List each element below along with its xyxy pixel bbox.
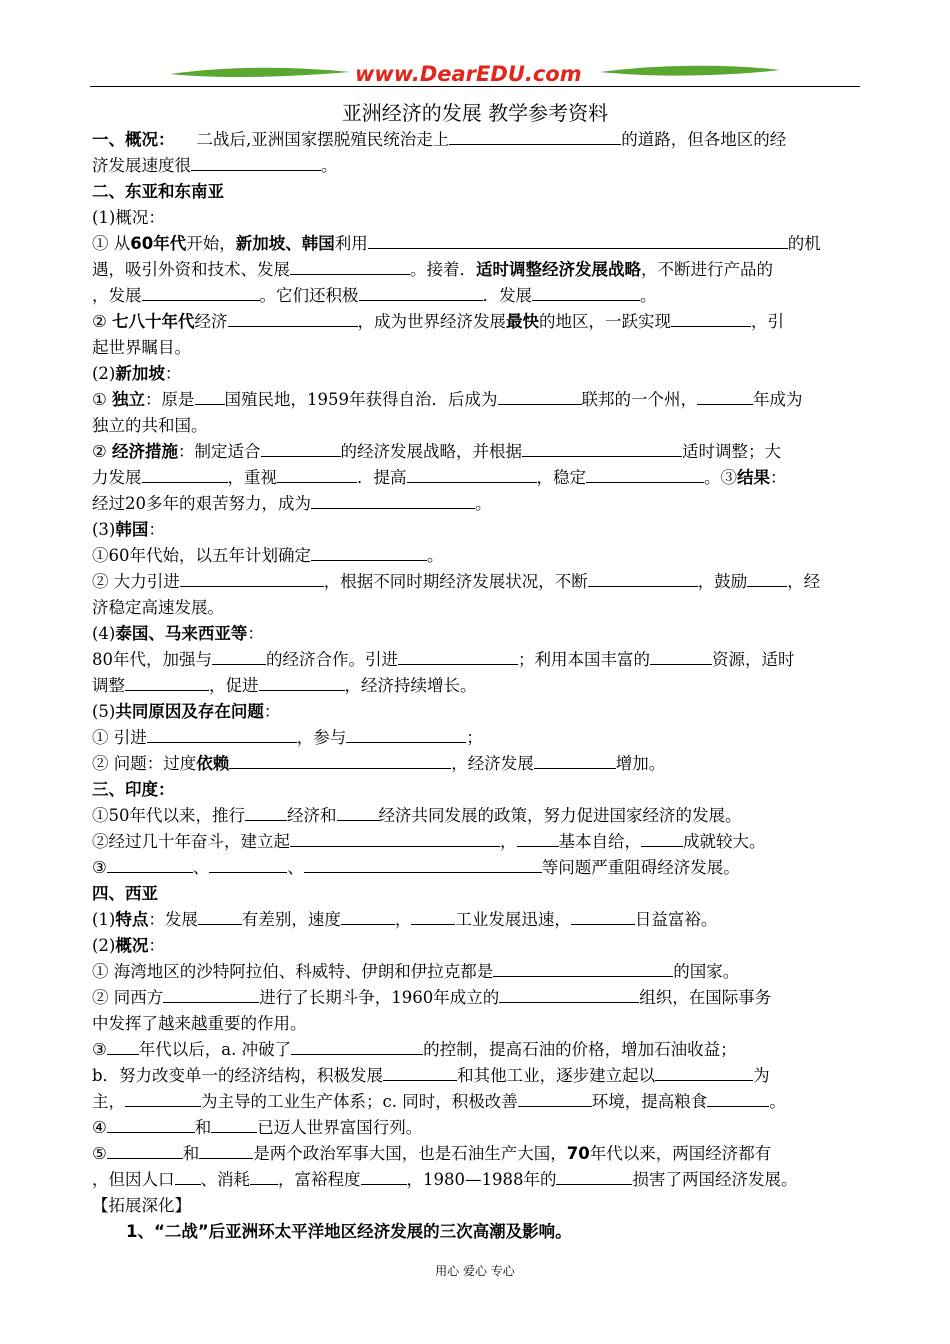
text: ，促进 xyxy=(209,676,259,695)
blank[interactable] xyxy=(125,673,209,691)
text-bold: 适时调整经济发展战略 xyxy=(476,260,641,279)
blank[interactable] xyxy=(368,231,788,249)
blank[interactable] xyxy=(747,569,787,587)
text: 为 xyxy=(753,1066,770,1085)
text: 。 xyxy=(321,156,338,175)
text: 、 xyxy=(287,858,304,877)
blank[interactable] xyxy=(311,491,475,509)
blank[interactable] xyxy=(290,829,500,847)
extension-heading: 【拓展深化】 xyxy=(92,1196,191,1215)
text-bold: 独立 xyxy=(112,390,146,409)
text: ： xyxy=(148,936,165,955)
text: 环境，提高粮食 xyxy=(591,1092,708,1111)
text: 二战后,亚洲国家摆脱殖民统治走上 xyxy=(196,130,450,149)
text: (2) xyxy=(92,936,116,955)
text: ② xyxy=(92,442,113,461)
text-bold: 结果 xyxy=(737,468,770,487)
blank[interactable] xyxy=(163,985,259,1003)
blank[interactable] xyxy=(211,1115,257,1133)
blank[interactable] xyxy=(346,725,466,743)
text: ，参与 xyxy=(296,728,347,747)
blank[interactable] xyxy=(534,751,616,769)
blank[interactable] xyxy=(198,907,242,925)
text-bold: 七八十年代 xyxy=(112,312,195,331)
line xyxy=(92,673,862,699)
text: ；利用本国丰富的 xyxy=(518,650,650,669)
text: 。 xyxy=(475,494,492,513)
text: 。③ xyxy=(704,468,737,487)
text: (4) xyxy=(92,624,116,643)
blank[interactable] xyxy=(212,647,266,665)
line xyxy=(92,257,862,283)
text: ： xyxy=(247,624,264,643)
text: 80年代，加强与 xyxy=(92,650,212,669)
text: ② 问题：过度 xyxy=(92,754,197,773)
text: 损害了两国经济发展。 xyxy=(632,1170,798,1189)
text: ① 海湾地区的沙特阿拉伯、科威特、伊朗和伊拉克都是 xyxy=(92,962,494,981)
line xyxy=(92,309,862,335)
text: 是两个政治军事大国，也是石油生产大国， xyxy=(253,1144,567,1163)
section-2-heading: 二、东亚和东南亚 xyxy=(92,182,224,201)
sub-heading: (1)概况： xyxy=(92,208,165,227)
text: 成就较大。 xyxy=(683,832,766,851)
text: (1) xyxy=(92,910,116,929)
blank[interactable] xyxy=(571,907,635,925)
text: ：原是 xyxy=(145,390,195,409)
text: b．努力改变单一的经济结构，积极发展 xyxy=(92,1066,384,1085)
text: ，根据不同时期经济发展状况，不断 xyxy=(323,572,588,591)
text-bold: 韩国 xyxy=(115,520,149,539)
blank[interactable] xyxy=(449,127,621,145)
text: 和 xyxy=(194,1118,212,1137)
blank[interactable] xyxy=(337,803,379,821)
line xyxy=(92,1141,862,1167)
text: 年成为 xyxy=(753,390,803,409)
text: 的经济合作。引进 xyxy=(266,650,398,669)
blank[interactable] xyxy=(107,855,193,873)
blank[interactable] xyxy=(411,907,455,925)
text: ，发展 xyxy=(92,286,142,305)
blank[interactable] xyxy=(228,309,358,327)
header-logo[interactable]: www.DearEDU.com xyxy=(355,62,582,86)
text: ：发展 xyxy=(148,910,198,929)
text: 基本自给， xyxy=(558,832,641,851)
text: ② 同西方 xyxy=(92,988,164,1007)
text-bold: 经济措施 xyxy=(112,442,179,461)
blank[interactable] xyxy=(517,829,559,847)
line xyxy=(92,491,862,517)
blank[interactable] xyxy=(532,283,640,301)
text: ，引 xyxy=(751,312,785,331)
text: ，经 xyxy=(787,572,821,591)
line xyxy=(92,1089,862,1115)
text: ： xyxy=(770,468,787,487)
text: ② xyxy=(92,312,113,331)
text: ．提高 xyxy=(357,468,407,487)
blank[interactable] xyxy=(697,387,753,405)
blank[interactable] xyxy=(383,1063,457,1081)
text: (2) xyxy=(92,364,116,383)
blank[interactable] xyxy=(250,1167,278,1185)
extension-question-1: 1、“二战”后亚洲环太平洋地区经济发展的三次高潮及影响。 xyxy=(126,1222,572,1241)
text: 、 xyxy=(192,858,210,877)
blank[interactable] xyxy=(556,1167,632,1185)
section-1-line-1 xyxy=(92,127,862,153)
text: ，经济发展 xyxy=(451,754,534,773)
text: 年代以来，两国经济都有 xyxy=(589,1144,772,1163)
blank[interactable] xyxy=(290,257,410,275)
line xyxy=(92,231,862,257)
text-bold: 70 xyxy=(566,1144,590,1163)
text: ： xyxy=(263,702,281,721)
text: 进行了长期斗争，1960年成立的 xyxy=(259,988,500,1007)
text: ，重视 xyxy=(227,468,277,487)
text: 的经济发展战略，并根据 xyxy=(340,442,523,461)
text: 的地区，一跃实现 xyxy=(539,312,672,331)
text-bold: 泰国、马来西亚等 xyxy=(115,624,248,643)
line: 独立的共和国。 xyxy=(92,416,208,435)
text: 的机 xyxy=(787,234,821,253)
text: 已迈人世界富国行列。 xyxy=(257,1118,423,1137)
text: 开始， xyxy=(186,234,236,253)
text: ； xyxy=(466,728,483,747)
text: 有差别，速度 xyxy=(241,910,341,929)
text: 工业发展迅速， xyxy=(455,910,571,929)
text: ③ xyxy=(92,858,107,877)
text-bold: 概况 xyxy=(115,936,149,955)
text: 经济共同发展的政策，努力促进国家经济的发展。 xyxy=(378,806,742,825)
text: ： xyxy=(164,364,182,383)
page-footer: 用心 爱心 专心 xyxy=(435,1264,515,1278)
text: ① 从 xyxy=(92,234,131,253)
blank[interactable] xyxy=(107,1141,183,1159)
text: 增加。 xyxy=(615,754,666,773)
blank[interactable] xyxy=(641,829,683,847)
text: ，但因人口 xyxy=(92,1170,175,1189)
blank[interactable] xyxy=(707,1089,769,1107)
text-bold: 共同原因及存在问题 xyxy=(115,702,264,721)
blank[interactable] xyxy=(341,907,395,925)
line xyxy=(92,569,862,595)
blank[interactable] xyxy=(311,543,427,561)
line xyxy=(92,803,862,829)
blank[interactable] xyxy=(361,1167,407,1185)
text: 资源，适时 xyxy=(712,650,795,669)
text: ：制定适合 xyxy=(178,442,261,461)
text: ， xyxy=(500,832,517,851)
text: 力发展 xyxy=(92,468,142,487)
blank[interactable] xyxy=(107,1037,139,1055)
section-1-line-2 xyxy=(92,153,862,179)
line xyxy=(92,439,862,465)
text: 和 xyxy=(182,1144,200,1163)
text: 组织，在国际事务 xyxy=(639,988,772,1007)
text: ， xyxy=(394,910,412,929)
text-bold: 特点 xyxy=(115,910,149,929)
blank[interactable] xyxy=(522,439,682,457)
text: 调整 xyxy=(92,676,125,695)
text: ⑤ xyxy=(92,1144,107,1163)
text: ② 大力引进 xyxy=(92,572,180,591)
line xyxy=(92,543,862,569)
text: 和其他工业，逐步建立起以 xyxy=(457,1066,656,1085)
section-4-heading: 四、西亚 xyxy=(92,884,158,903)
line: 中发挥了越来越重要的作用。 xyxy=(92,1014,307,1033)
text: 国殖民地，1959年获得自治．后成为 xyxy=(224,390,498,409)
line xyxy=(92,725,862,751)
blank[interactable] xyxy=(229,751,451,769)
text: 。它们还积极 xyxy=(259,286,359,305)
blank[interactable] xyxy=(586,465,704,483)
line xyxy=(92,1037,862,1063)
line xyxy=(92,1115,862,1141)
blank[interactable] xyxy=(261,439,341,457)
blank[interactable] xyxy=(588,569,698,587)
text: 。 xyxy=(769,1092,786,1111)
text: 。接着． xyxy=(410,260,476,279)
line xyxy=(92,985,862,1011)
text: 。 xyxy=(427,546,444,565)
text: 遇，吸引外资和技术、发展 xyxy=(92,260,290,279)
text: ．发展 xyxy=(482,286,532,305)
blank[interactable] xyxy=(498,387,582,405)
line: 济稳定高速发展。 xyxy=(92,598,224,617)
text: ，富裕程度 xyxy=(278,1170,361,1189)
text-bold: 最快 xyxy=(506,312,540,331)
blank[interactable] xyxy=(142,465,228,483)
text: ： xyxy=(148,520,165,539)
blank[interactable] xyxy=(407,465,537,483)
text: ，鼓励 xyxy=(697,572,748,591)
blank[interactable] xyxy=(175,1167,201,1185)
line xyxy=(92,855,862,881)
section-heading: 一、概况： xyxy=(92,130,175,149)
text: ②经过几十年奋斗，建立起 xyxy=(92,832,290,851)
line xyxy=(92,283,862,309)
line xyxy=(92,1063,862,1089)
blank[interactable] xyxy=(191,153,321,171)
text: ，成为世界经济发展 xyxy=(357,312,507,331)
text: ，经济持续增长。 xyxy=(344,676,477,695)
sub-heading xyxy=(92,907,862,933)
sub-heading xyxy=(92,621,862,647)
line xyxy=(92,829,862,855)
text-bold: 新加坡、韩国 xyxy=(235,234,335,253)
text: 经济和 xyxy=(287,806,337,825)
text: 经济 xyxy=(194,312,228,331)
line xyxy=(92,751,862,777)
blank[interactable] xyxy=(671,309,751,327)
text: (3) xyxy=(92,520,116,539)
blank[interactable] xyxy=(398,647,518,665)
blank[interactable] xyxy=(291,1037,423,1055)
blank[interactable] xyxy=(142,283,260,301)
line xyxy=(92,647,862,673)
text: 济发展速度很 xyxy=(92,156,191,175)
text: ①60年代始，以五年计划确定 xyxy=(92,546,311,565)
text: 等问题严重阻碍经济发展。 xyxy=(541,858,740,877)
blank[interactable] xyxy=(199,1141,253,1159)
text-bold: 60年代 xyxy=(130,234,187,253)
line xyxy=(92,959,862,985)
blank[interactable] xyxy=(493,959,673,977)
sub-heading xyxy=(92,699,862,725)
sub-heading xyxy=(92,517,862,543)
text: (5) xyxy=(92,702,116,721)
text: 的控制，提高石油的价格，增加石油收益； xyxy=(423,1040,737,1059)
text: ，不断进行产品的 xyxy=(641,260,773,279)
sub-heading xyxy=(92,361,862,387)
blank[interactable] xyxy=(304,855,542,873)
text: 主， xyxy=(92,1092,125,1111)
text: ①50年代以来，推行 xyxy=(92,806,245,825)
text: 适时调整；大 xyxy=(682,442,782,461)
text: 经过20多年的艰苦努力，成为 xyxy=(92,494,311,513)
blank[interactable] xyxy=(195,387,225,405)
blank[interactable] xyxy=(107,1115,195,1133)
text: 联邦的一个州， xyxy=(581,390,698,409)
text: 。 xyxy=(640,286,657,305)
blank[interactable] xyxy=(259,673,345,691)
text: 的道路，但各地区的经 xyxy=(621,130,787,149)
blank[interactable] xyxy=(180,569,324,587)
text-bold: 依赖 xyxy=(196,754,230,773)
text: ① xyxy=(92,390,113,409)
text: 年代以后，a. 冲破了 xyxy=(138,1040,292,1059)
blank[interactable] xyxy=(359,283,483,301)
text: ④ xyxy=(92,1118,107,1137)
text: 、消耗 xyxy=(200,1170,250,1189)
page-title: 亚洲经济的发展 教学参考资料 xyxy=(341,101,609,125)
document-body xyxy=(92,127,862,1245)
text: ③ xyxy=(92,1040,107,1059)
blank[interactable] xyxy=(147,725,297,743)
text-bold: 新加坡 xyxy=(115,364,165,383)
blank[interactable] xyxy=(499,985,639,1003)
line xyxy=(92,465,862,491)
blank[interactable] xyxy=(245,803,287,821)
line xyxy=(92,1167,862,1193)
blank[interactable] xyxy=(125,1089,201,1107)
text: ，1980—1988年的 xyxy=(406,1170,557,1189)
blank[interactable] xyxy=(650,647,712,665)
text: ，稳定 xyxy=(536,468,586,487)
sub-heading xyxy=(92,933,862,959)
text: 为主导的工业生产体系；c. 同时，积极改善 xyxy=(201,1092,518,1111)
text: 的国家。 xyxy=(673,962,740,981)
text: ① 引进 xyxy=(92,728,147,747)
blank[interactable] xyxy=(655,1063,753,1081)
line xyxy=(92,387,862,413)
section-3-heading: 三、印度： xyxy=(92,780,175,799)
blank[interactable] xyxy=(277,465,357,483)
blank[interactable] xyxy=(518,1089,592,1107)
line: 起世界瞩目。 xyxy=(92,338,191,357)
text: 利用 xyxy=(334,234,368,253)
blank[interactable] xyxy=(209,855,287,873)
text: 日益富裕。 xyxy=(634,910,718,929)
